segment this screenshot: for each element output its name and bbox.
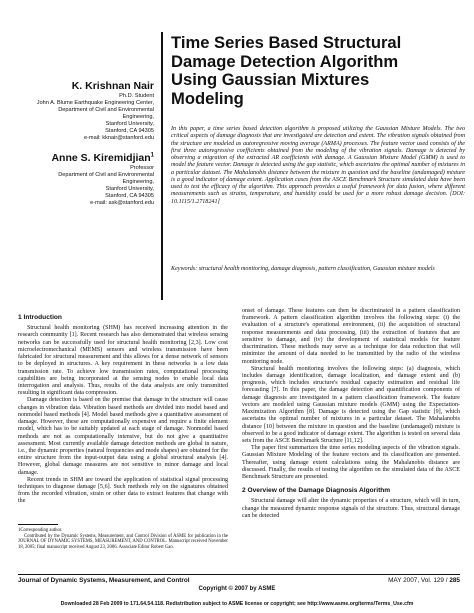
author-name: K. Krishnan Nair bbox=[71, 80, 154, 92]
title-line: Modeling bbox=[171, 88, 244, 108]
footnotes bbox=[18, 528, 228, 550]
author-1 bbox=[14, 80, 154, 142]
abstract: In this paper, a time series based detection algorithm is proposed utilizing the Gaussian Mixture Models. The two critical aspects of damage diagnosis that are investigated are detection and extent. The vibration signals obtained from the structure are modeled as autoregressive moving average (ARMA) processes. The feature vector used consists of the first three autoregressive coefficients obtained from the modeling of the vibration signals. Damage is detected by observing a migration of the extracted AR coefficients with damage. A Gaussian Mixture Model (GMM) is used to model the feature vector. Damage is detected using the gap statistic, which ascertains the optimal number of mixtures in a particular dataset. The Mahalanobis distance between the mixture in question and the baseline (undamaged) mixture is a good indicator of damage extent. Application cases from the ASCE Benchmark Structure simulated data have been used to test the efficacy of the algorithm. This approach provides a useful framework for data fusion, where different measurements such as strains, temperature, and humidity could be used for a more robust damage decision. [DOI: 10.1115/1.2718241] bbox=[171, 126, 465, 205]
issue-separator: / bbox=[445, 577, 450, 584]
download-notice: Downloaded 28 Feb 2009 to 171.64.54.118. Redistribution subject to ASME license or copyright; see http://www.asme.org/terms/Terms_Use.cfm bbox=[60, 601, 414, 607]
author-block bbox=[14, 80, 154, 207]
copyright: Copyright © 2007 by ASME bbox=[198, 586, 276, 592]
vertical-divider bbox=[161, 32, 163, 300]
author-footnote-mark: 1 bbox=[150, 152, 154, 159]
footer-divider bbox=[18, 574, 460, 575]
author-name bbox=[14, 152, 154, 164]
section-heading: 2 Overview of the Damage Diagnosis Algorithm bbox=[242, 487, 391, 495]
left-column bbox=[18, 308, 228, 506]
author-affiliation-line: Department of Civil and Environmental bbox=[58, 172, 154, 178]
footnote: Contributed by the Dynamic Systems, Measurement, and Control Division of ASME for publication in the JOURNAL OF DYNAMIC SYSTEMS, MEASUREMENT, AND CONTROL. Manuscript received November 18, 2005; final manuscript received August 23, 2006. Associate Editor Robert Gao. bbox=[18, 533, 228, 550]
keywords: Keywords: structural health monitoring, damage diagnosis, pattern classification, Gaussian mixture models bbox=[171, 266, 435, 272]
paper-title bbox=[171, 34, 461, 108]
author-affiliation-line: Department of Civil and Environmental bbox=[58, 107, 154, 113]
footnote: 1Corresponding author. bbox=[18, 528, 63, 533]
author-affiliation-line: Engineering, bbox=[122, 179, 154, 185]
paragraph: Structural health monitoring (SHM) has received increasing attention in the research community [1]. Recent research has also demonstrated that wireless sensing networks can be successfully used for structural health monitoring [2,3]. Low cost microelectromechanical (MEMS) sensors and wireless transmission have been fabricated for structural measurement and this allows for a dense network of sensors to be deployed in structures. A key requirement in these networks is a low data transmission rate. To achieve low transmission rates, computational processing capabilities are being incorporated at the sensing nodes to enable local data interrogation and analysis. Thus, results of the data analysis are only transmitted resulting in significant data compression. bbox=[18, 325, 228, 397]
title-line: Time Series Based Structural bbox=[171, 33, 402, 52]
author-affiliation-line: John A. Blume Earthquake Engineering Center, bbox=[36, 100, 154, 106]
author-2 bbox=[14, 152, 154, 207]
author-affiliation-line: Professor bbox=[130, 165, 154, 171]
author-email: e-mail: kknair@stanford.edu bbox=[83, 135, 154, 141]
author-name-text: Anne S. Kiremidjian bbox=[51, 152, 151, 164]
author-affiliation-line: Stanford, CA 94305 bbox=[105, 128, 154, 134]
page-number: 285 bbox=[449, 577, 460, 584]
footnote-divider bbox=[18, 524, 58, 525]
author-email: e-mail: ask@stanford.edu bbox=[90, 200, 154, 206]
paragraph: The paper first summarizes the time series modeling aspects of the vibration signals. Gaussian Mixture Modeling of the feature vectors and its classification are presented. Thereafter, using damage extent calculations using the Mahalanobis distance are discussed. Finally, the results of testing the algorithm on the simulated data of the ASCE Benchmark Structure are presented. bbox=[242, 445, 460, 481]
issue-info bbox=[388, 577, 460, 584]
section-heading: 1 Introduction bbox=[18, 314, 62, 321]
right-column bbox=[242, 308, 460, 520]
paragraph: onset of damage. These features can then be discriminated in a pattern classification framework. A pattern classification algorithm involves the following steps: (i) the evaluation of a structure's operational environment, (ii) the acquisition of structural response measurements and data processing, (iii) the extraction of features that are sensitive to damage, and (iv) the development of statistical models for feature discrimination. These methods may serve as a technique for data reduction that will minimize the amount of data needed to be transmitted by the radio of the wireless monitoring node. bbox=[242, 308, 460, 365]
title-line: Damage Detection Algorithm bbox=[171, 51, 399, 71]
author-affiliation-line: Stanford, CA 94305 bbox=[105, 193, 154, 199]
author-affiliation-line: Stanford University, bbox=[105, 121, 154, 127]
author-affiliation-line: Ph.D. Student bbox=[119, 93, 154, 99]
paragraph: Structural health monitoring involves the following steps: (a) diagnosis, which includes damage identification, damage localization, and damage extent and (b) prognosis, which includes structure's residual capacity estimation and residual life forecasting [7]. In this paper, the damage detection and quantification components of damage diagnosis are investigated in a pattern classification framework. The feature vectors are modeled using Gaussian mixture models (GMM) using the Expectation-Maximization Algorithm [8]. Damage is detected using the Gap statistic [9], which ascertains the optimal number of mixtures in a particular dataset. The Mahalanobis distance [10] between the mixture in question and the baseline (undamaged) mixture is observed to be a good indicator of damage extent. The algorithm is tested on several data sets from the ASCE Benchmark Structure [11,12]. bbox=[242, 365, 460, 444]
journal-name: Journal of Dynamic Systems, Measurement, and Control bbox=[18, 577, 190, 584]
author-affiliation-line: Stanford University, bbox=[105, 186, 154, 192]
paragraph: Recent trends in SHM are toward the application of statistical signal processing techniques to diagnose damage [5,6]. Such methods rely on the signatures obtained from the recorded vibration, strain or other data to extract features that change with the bbox=[18, 476, 228, 505]
title-line: Using Gaussian Mixtures bbox=[171, 70, 370, 89]
paragraph: Structural damage will alter the dynamic properties of a structure, which will in turn, change the measured dynamic response signals of the structure. Thus, structural damage can be detected bbox=[242, 498, 460, 519]
paragraph: Damage detection is based on the premise that damage in the structure will cause changes in vibration data. Vibration based methods are divided into model based and nonmodel based methods [4]. Model based methods give a quantitative assessment of damage. However, these are computationally expensive and require a finite element model, which has to be suitably updated at each stage of damage. Nonmodel based methods are not as computationally intensive, but do not give a quantitative assessment. Most currently available damage detection methods are global in nature, i.e., the dynamic properties (natural frequencies and mode shapes) are obtained for the entire structure from the input-output data using a global structural analysis [4]. However, global damage measures are not sensitive to minor damage and local damage. bbox=[18, 397, 228, 476]
issue-date-volume: MAY 2007, Vol. 129 bbox=[388, 577, 444, 584]
author-affiliation-line: Engineering, bbox=[122, 114, 154, 120]
